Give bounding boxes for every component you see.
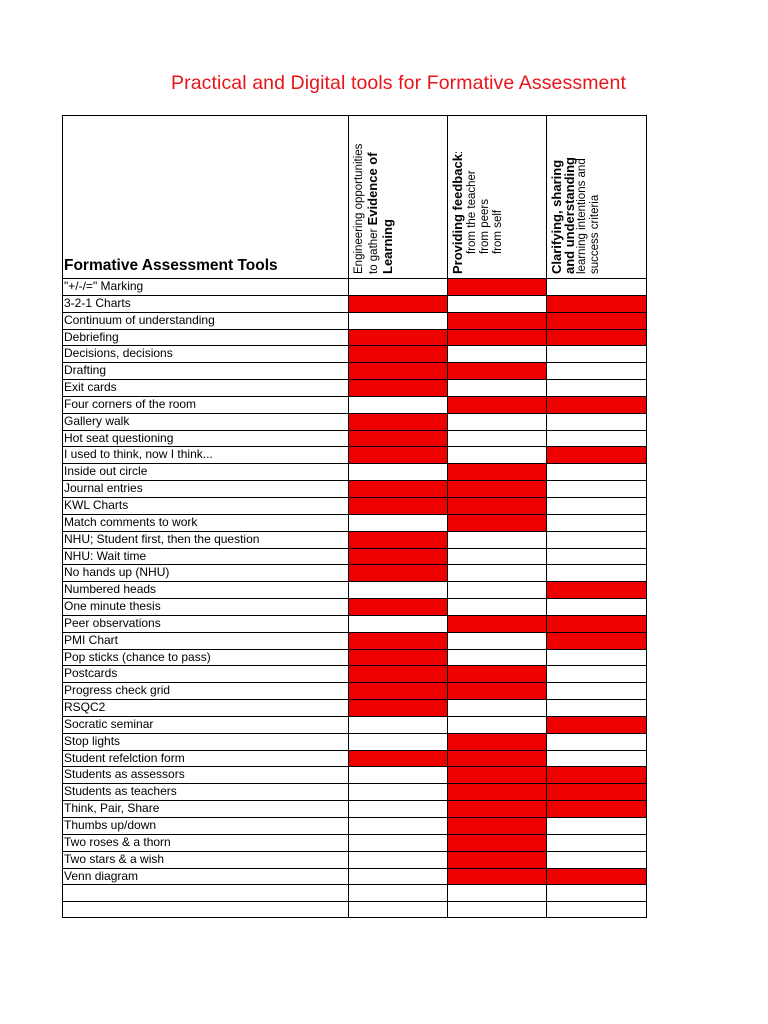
header-clarifying-bold2: and understanding xyxy=(562,157,577,274)
marked-cell-evidence xyxy=(349,599,448,615)
table-row xyxy=(62,834,646,851)
empty-cell-clarifying xyxy=(547,431,646,447)
table-row xyxy=(62,480,646,497)
empty-cell-evidence xyxy=(349,835,448,851)
marked-cell-evidence xyxy=(349,633,448,649)
empty-cell-evidence xyxy=(349,397,448,413)
empty-cell-clarifying xyxy=(547,515,646,531)
empty-cell-clarifying xyxy=(547,279,646,295)
table-row xyxy=(62,345,646,362)
table-row xyxy=(62,514,646,531)
tool-name-cell: Postcards xyxy=(62,666,349,682)
table-row xyxy=(62,868,646,885)
empty-cell-feedback xyxy=(448,885,547,901)
marked-cell-feedback xyxy=(448,464,547,480)
table-row xyxy=(62,581,646,598)
header-evidence-line2: to gather xyxy=(368,228,380,274)
table-row xyxy=(62,598,646,615)
marked-cell-feedback xyxy=(448,767,547,783)
marked-cell-feedback xyxy=(448,751,547,767)
title-clip xyxy=(0,72,646,102)
empty-cell-feedback xyxy=(448,380,547,396)
table-row xyxy=(62,295,646,312)
table-row xyxy=(62,884,646,901)
table-row xyxy=(62,564,646,581)
tool-name-cell: Match comments to work xyxy=(62,515,349,531)
header-feedback-line3: from self xyxy=(492,209,504,254)
empty-cell-evidence xyxy=(349,767,448,783)
marked-cell-evidence xyxy=(349,565,448,581)
empty-cell-evidence xyxy=(349,784,448,800)
empty-cell-evidence xyxy=(349,902,448,918)
tool-name-cell xyxy=(62,885,349,901)
tool-name-cell: No hands up (NHU) xyxy=(62,565,349,581)
empty-cell-clarifying xyxy=(547,565,646,581)
marked-cell-evidence xyxy=(349,414,448,430)
tool-name-cell: Drafting xyxy=(62,363,349,379)
marked-cell-clarifying xyxy=(547,330,646,346)
empty-cell-evidence xyxy=(349,313,448,329)
tool-name-cell: Student refelction form xyxy=(62,751,349,767)
marked-cell-evidence xyxy=(349,346,448,362)
tool-name-cell: Pop sticks (chance to pass) xyxy=(62,650,349,666)
marked-cell-clarifying xyxy=(547,313,646,329)
table-row xyxy=(62,632,646,649)
page-title: Practical and Digital tools for Formative Assessment xyxy=(171,72,626,94)
marked-cell-evidence xyxy=(349,700,448,716)
empty-cell-clarifying xyxy=(547,532,646,548)
empty-cell-evidence xyxy=(349,734,448,750)
tool-name-cell: Two stars & a wish xyxy=(62,852,349,868)
tool-name-cell xyxy=(62,902,349,918)
tool-name-cell: Continuum of understanding xyxy=(62,313,349,329)
empty-cell-clarifying xyxy=(547,481,646,497)
marked-cell-feedback xyxy=(448,801,547,817)
table-row xyxy=(62,379,646,396)
marked-cell-feedback xyxy=(448,330,547,346)
tool-name-cell: 3-2-1 Charts xyxy=(62,296,349,312)
empty-cell-feedback xyxy=(448,447,547,463)
header-providing-feedback xyxy=(448,115,547,278)
table-row xyxy=(62,851,646,868)
table-body xyxy=(62,278,646,918)
empty-cell-evidence xyxy=(349,582,448,598)
header-feedback-text xyxy=(451,151,505,274)
empty-cell-feedback xyxy=(448,296,547,312)
header-evidence-bold1: Evidence of xyxy=(365,152,380,226)
marked-cell-evidence xyxy=(349,498,448,514)
table-row xyxy=(62,278,646,295)
assessment-table xyxy=(62,115,646,917)
empty-cell-clarifying xyxy=(547,498,646,514)
header-clarifying-line1: learning intentions and xyxy=(576,158,588,274)
header-feedback-colon: : xyxy=(453,150,465,155)
table-row xyxy=(62,699,646,716)
table-row xyxy=(62,901,646,918)
marked-cell-clarifying xyxy=(547,801,646,817)
tool-name-cell: Venn diagram xyxy=(62,869,349,885)
marked-cell-feedback xyxy=(448,683,547,699)
header-feedback-bold: Providing feedback xyxy=(450,154,465,274)
table-row xyxy=(62,312,646,329)
marked-cell-feedback xyxy=(448,835,547,851)
table-row xyxy=(62,665,646,682)
tool-name-cell: "+/-/=" Marking xyxy=(62,279,349,295)
marked-cell-evidence xyxy=(349,447,448,463)
empty-cell-feedback xyxy=(448,532,547,548)
empty-cell-feedback xyxy=(448,346,547,362)
marked-cell-evidence xyxy=(349,549,448,565)
header-evidence-of-learning xyxy=(349,115,448,278)
tool-name-cell: Numbered heads xyxy=(62,582,349,598)
marked-cell-evidence xyxy=(349,431,448,447)
table-row xyxy=(62,497,646,514)
empty-cell-feedback xyxy=(448,549,547,565)
empty-cell-evidence xyxy=(349,616,448,632)
marked-cell-clarifying xyxy=(547,397,646,413)
empty-cell-clarifying xyxy=(547,751,646,767)
empty-cell-feedback xyxy=(448,717,547,733)
empty-cell-evidence xyxy=(349,717,448,733)
table-row xyxy=(62,463,646,480)
marked-cell-feedback xyxy=(448,784,547,800)
marked-cell-feedback xyxy=(448,397,547,413)
marked-cell-evidence xyxy=(349,683,448,699)
tool-name-cell: I used to think, now I think... xyxy=(62,447,349,463)
table-row xyxy=(62,531,646,548)
empty-cell-feedback xyxy=(448,650,547,666)
empty-cell-clarifying xyxy=(547,549,646,565)
empty-cell-evidence xyxy=(349,818,448,834)
table-row xyxy=(62,750,646,767)
tool-name-cell: Four corners of the room xyxy=(62,397,349,413)
marked-cell-feedback xyxy=(448,498,547,514)
empty-cell-clarifying xyxy=(547,464,646,480)
header-feedback-line2: from peers xyxy=(479,199,491,254)
marked-cell-feedback xyxy=(448,869,547,885)
table-row xyxy=(62,682,646,699)
table-row xyxy=(62,362,646,379)
tool-name-cell: Students as assessors xyxy=(62,767,349,783)
empty-cell-feedback xyxy=(448,565,547,581)
tool-name-cell: Think, Pair, Share xyxy=(62,801,349,817)
marked-cell-feedback xyxy=(448,616,547,632)
marked-cell-feedback xyxy=(448,363,547,379)
marked-cell-feedback xyxy=(448,279,547,295)
table-row xyxy=(62,446,646,463)
marked-cell-clarifying xyxy=(547,447,646,463)
tool-name-cell: Journal entries xyxy=(62,481,349,497)
header-evidence-line1: Engineering opportunities xyxy=(353,143,365,274)
header-clarifying-line2: success criteria xyxy=(589,194,601,274)
table-row xyxy=(62,716,646,733)
empty-cell-clarifying xyxy=(547,902,646,918)
empty-cell-feedback xyxy=(448,902,547,918)
marked-cell-clarifying xyxy=(547,633,646,649)
empty-cell-evidence xyxy=(349,515,448,531)
header-feedback-line1: from the teacher xyxy=(466,170,478,254)
tool-name-cell: Progress check grid xyxy=(62,683,349,699)
empty-cell-clarifying xyxy=(547,885,646,901)
marked-cell-feedback xyxy=(448,313,547,329)
empty-cell-feedback xyxy=(448,599,547,615)
tool-name-cell: Decisions, decisions xyxy=(62,346,349,362)
tool-name-cell: Students as teachers xyxy=(62,784,349,800)
empty-cell-clarifying xyxy=(547,700,646,716)
tool-name-cell: NHU; Student first, then the question xyxy=(62,532,349,548)
empty-cell-feedback xyxy=(448,414,547,430)
tool-name-cell: KWL Charts xyxy=(62,498,349,514)
empty-cell-feedback xyxy=(448,582,547,598)
tool-name-cell: NHU: Wait time xyxy=(62,549,349,565)
marked-cell-evidence xyxy=(349,650,448,666)
empty-cell-clarifying xyxy=(547,599,646,615)
tool-name-cell: Debriefing xyxy=(62,330,349,346)
marked-cell-evidence xyxy=(349,363,448,379)
tool-name-cell: Inside out circle xyxy=(62,464,349,480)
table-row xyxy=(62,615,646,632)
marked-cell-clarifying xyxy=(547,717,646,733)
marked-cell-feedback xyxy=(448,734,547,750)
table-row xyxy=(62,548,646,565)
table-row xyxy=(62,817,646,834)
marked-cell-evidence xyxy=(349,296,448,312)
empty-cell-evidence xyxy=(349,885,448,901)
marked-cell-feedback xyxy=(448,818,547,834)
tool-name-cell: Exit cards xyxy=(62,380,349,396)
marked-cell-clarifying xyxy=(547,582,646,598)
empty-cell-evidence xyxy=(349,464,448,480)
tool-name-cell: RSQC2 xyxy=(62,700,349,716)
header-clarifying-text xyxy=(550,157,602,274)
marked-cell-feedback xyxy=(448,852,547,868)
tool-name-cell: PMI Chart xyxy=(62,633,349,649)
header-evidence-bold2: Learning xyxy=(380,219,395,274)
empty-cell-clarifying xyxy=(547,683,646,699)
empty-cell-clarifying xyxy=(547,666,646,682)
marked-cell-evidence xyxy=(349,330,448,346)
empty-cell-evidence xyxy=(349,279,448,295)
empty-cell-clarifying xyxy=(547,380,646,396)
header-label-cell xyxy=(62,115,349,278)
marked-cell-clarifying xyxy=(547,767,646,783)
empty-cell-evidence xyxy=(349,852,448,868)
header-label: Formative Assessment Tools xyxy=(64,257,278,274)
table-row xyxy=(62,430,646,447)
empty-cell-clarifying xyxy=(547,734,646,750)
empty-cell-clarifying xyxy=(547,363,646,379)
empty-cell-evidence xyxy=(349,869,448,885)
marked-cell-feedback xyxy=(448,515,547,531)
empty-cell-feedback xyxy=(448,633,547,649)
marked-cell-clarifying xyxy=(547,296,646,312)
marked-cell-feedback xyxy=(448,666,547,682)
tool-name-cell: One minute thesis xyxy=(62,599,349,615)
tool-name-cell: Thumbs up/down xyxy=(62,818,349,834)
tool-name-cell: Hot seat questioning xyxy=(62,431,349,447)
tool-name-cell: Gallery walk xyxy=(62,414,349,430)
marked-cell-evidence xyxy=(349,380,448,396)
marked-cell-evidence xyxy=(349,481,448,497)
marked-cell-evidence xyxy=(349,751,448,767)
table-row xyxy=(62,396,646,413)
table-row xyxy=(62,733,646,750)
marked-cell-evidence xyxy=(349,532,448,548)
table-row xyxy=(62,783,646,800)
empty-cell-clarifying xyxy=(547,818,646,834)
marked-cell-clarifying xyxy=(547,784,646,800)
header-clarifying-criteria xyxy=(547,115,646,278)
table-row xyxy=(62,329,646,346)
tool-name-cell: Peer observations xyxy=(62,616,349,632)
marked-cell-feedback xyxy=(448,481,547,497)
empty-cell-feedback xyxy=(448,431,547,447)
marked-cell-clarifying xyxy=(547,869,646,885)
empty-cell-clarifying xyxy=(547,835,646,851)
empty-cell-clarifying xyxy=(547,414,646,430)
marked-cell-evidence xyxy=(349,666,448,682)
table-row xyxy=(62,413,646,430)
table-row xyxy=(62,766,646,783)
header-clarifying-bold1: Clarifying, sharing xyxy=(549,159,564,274)
empty-cell-evidence xyxy=(349,801,448,817)
table-row xyxy=(62,800,646,817)
empty-cell-clarifying xyxy=(547,852,646,868)
table-row xyxy=(62,649,646,666)
tool-name-cell: Stop lights xyxy=(62,734,349,750)
empty-cell-clarifying xyxy=(547,650,646,666)
empty-cell-clarifying xyxy=(547,346,646,362)
header-evidence-text xyxy=(353,144,394,274)
tool-name-cell: Socratic seminar xyxy=(62,717,349,733)
marked-cell-clarifying xyxy=(547,616,646,632)
empty-cell-feedback xyxy=(448,700,547,716)
tool-name-cell: Two roses & a thorn xyxy=(62,835,349,851)
